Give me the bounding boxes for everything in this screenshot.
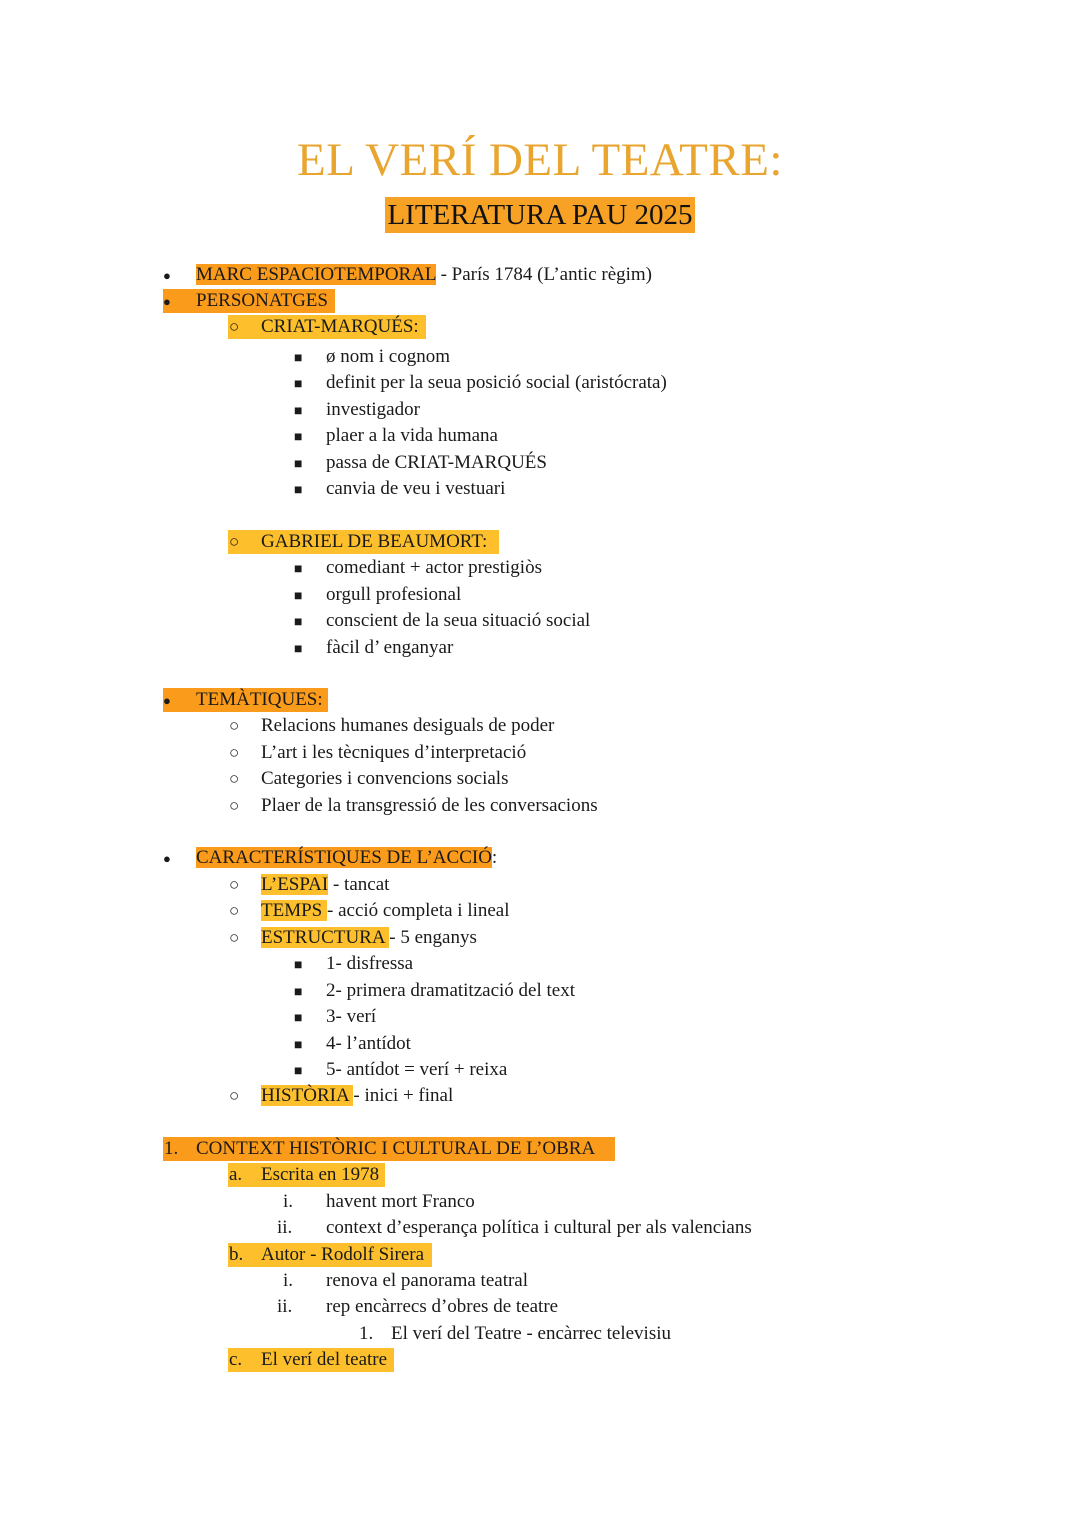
context-label: CONTEXT HISTÒRIC I CULTURAL DE L’OBRA <box>196 1138 596 1159</box>
temps-line <box>261 899 510 923</box>
document-subtitle: LITERATURA PAU 2025 <box>387 199 693 231</box>
context-b-sub-num: 1. <box>359 1323 374 1344</box>
context-c-label: El verí del teatre <box>261 1349 388 1370</box>
estructura-item: 5- antídot = verí + reixa <box>326 1059 508 1080</box>
square-bullet-icon <box>294 1058 302 1084</box>
circle-bullet-icon <box>229 899 239 923</box>
context-a-item: havent mort Franco <box>326 1191 475 1212</box>
roman-num: i. <box>283 1270 294 1291</box>
circle-bullet-icon <box>229 1084 239 1108</box>
criat-label: CRIAT-MARQUÉS: <box>261 316 419 337</box>
square-bullet-icon <box>294 477 302 503</box>
tematiques-item: Categories i convencions socials <box>261 768 509 789</box>
criat-item: passa de CRIAT-MARQUÉS <box>326 452 547 473</box>
context-b-label: Autor - Rodolf Sirera <box>261 1244 425 1265</box>
context-a-num: a. <box>229 1164 243 1185</box>
bullet-icon <box>163 263 171 288</box>
square-bullet-icon <box>294 424 302 450</box>
caracteristiques-line <box>196 846 497 870</box>
context-b-item: renova el panorama teatral <box>326 1270 529 1291</box>
personatges-label: PERSONATGES <box>196 290 328 311</box>
estructura-rest: - 5 enganys <box>389 927 477 948</box>
temps-label: TEMPS <box>261 900 327 921</box>
tematiques-item: Relacions humanes desiguals de poder <box>261 715 555 736</box>
historia-label: HISTÒRIA <box>261 1085 354 1106</box>
historia-rest: - inici + final <box>353 1085 454 1106</box>
square-bullet-icon <box>294 583 302 609</box>
square-bullet-icon <box>294 979 302 1005</box>
square-bullet-icon <box>294 952 302 978</box>
circle-bullet-icon <box>229 530 239 554</box>
tematiques-label: TEMÀTIQUES: <box>196 689 323 710</box>
circle-bullet-icon <box>229 926 239 950</box>
context-c-num: c. <box>229 1349 243 1370</box>
context-b-item: rep encàrrecs d’obres de teatre <box>326 1296 559 1317</box>
estructura-line <box>261 926 477 950</box>
marc-label: MARC ESPACIOTEMPORAL <box>196 264 436 285</box>
criat-item: ø nom i cognom <box>326 346 451 367</box>
gabriel-item: comediant + actor prestigiòs <box>326 557 542 578</box>
tematiques-item: L’art i les tècniques d’interpretació <box>261 742 527 763</box>
criat-item: plaer a la vida humana <box>326 425 498 446</box>
context-num: 1. <box>164 1138 179 1159</box>
roman-num: i. <box>283 1191 294 1212</box>
temps-rest: - acció completa i lineal <box>327 900 510 921</box>
square-bullet-icon <box>294 371 302 397</box>
marc-line <box>196 263 652 287</box>
circle-bullet-icon <box>229 794 239 818</box>
estructura-item: 4- l’antídot <box>326 1033 411 1054</box>
context-b-num: b. <box>229 1244 244 1265</box>
roman-num: ii. <box>277 1296 293 1317</box>
caracteristiques-colon: : <box>491 847 498 868</box>
roman-num: ii. <box>277 1217 293 1238</box>
circle-bullet-icon <box>229 315 239 339</box>
context-a-label: Escrita en 1978 <box>261 1164 380 1185</box>
circle-bullet-icon <box>229 741 239 765</box>
square-bullet-icon <box>294 556 302 582</box>
marc-rest: - París 1784 (L’antic règim) <box>435 264 653 285</box>
circle-bullet-icon <box>229 873 239 897</box>
square-bullet-icon <box>294 398 302 424</box>
bullet-icon <box>163 846 171 871</box>
espai-label: L’ESPAI <box>261 874 329 895</box>
circle-bullet-icon <box>229 767 239 791</box>
square-bullet-icon <box>294 609 302 635</box>
gabriel-label: GABRIEL DE BEAUMORT: <box>261 531 488 552</box>
espai-line <box>261 873 389 897</box>
estructura-label: ESTRUCTURA <box>261 927 390 948</box>
historia-line <box>261 1084 453 1108</box>
tematiques-item: Plaer de la transgressió de les conversacions <box>261 795 598 816</box>
espai-rest: - tancat <box>328 874 390 895</box>
bullet-icon <box>163 688 171 713</box>
estructura-item: 3- verí <box>326 1006 377 1027</box>
context-b-sub-text: El verí del Teatre - encàrrec televisiu <box>391 1323 671 1344</box>
criat-item: definit per la seua posició social (aristócrata) <box>326 372 667 393</box>
gabriel-item: orgull profesional <box>326 584 462 605</box>
square-bullet-icon <box>294 636 302 662</box>
gabriel-item: conscient de la seua situació social <box>326 610 591 631</box>
criat-item: canvia de veu i vestuari <box>326 478 506 499</box>
criat-item: investigador <box>326 399 420 420</box>
square-bullet-icon <box>294 451 302 477</box>
estructura-item: 1- disfressa <box>326 953 414 974</box>
caracteristiques-label: CARACTERÍSTIQUES DE L’ACCIÓ <box>196 847 492 868</box>
circle-bullet-icon <box>229 714 239 738</box>
gabriel-item: fàcil d’ enganyar <box>326 637 454 658</box>
square-bullet-icon <box>294 1032 302 1058</box>
document-title: EL VERÍ DEL TEATRE: <box>297 134 783 186</box>
square-bullet-icon <box>294 345 302 371</box>
estructura-item: 2- primera dramatització del text <box>326 980 575 1001</box>
bullet-icon <box>163 289 171 314</box>
context-a-item: context d’esperança política i cultural per als valencians <box>326 1217 752 1238</box>
square-bullet-icon <box>294 1005 302 1031</box>
